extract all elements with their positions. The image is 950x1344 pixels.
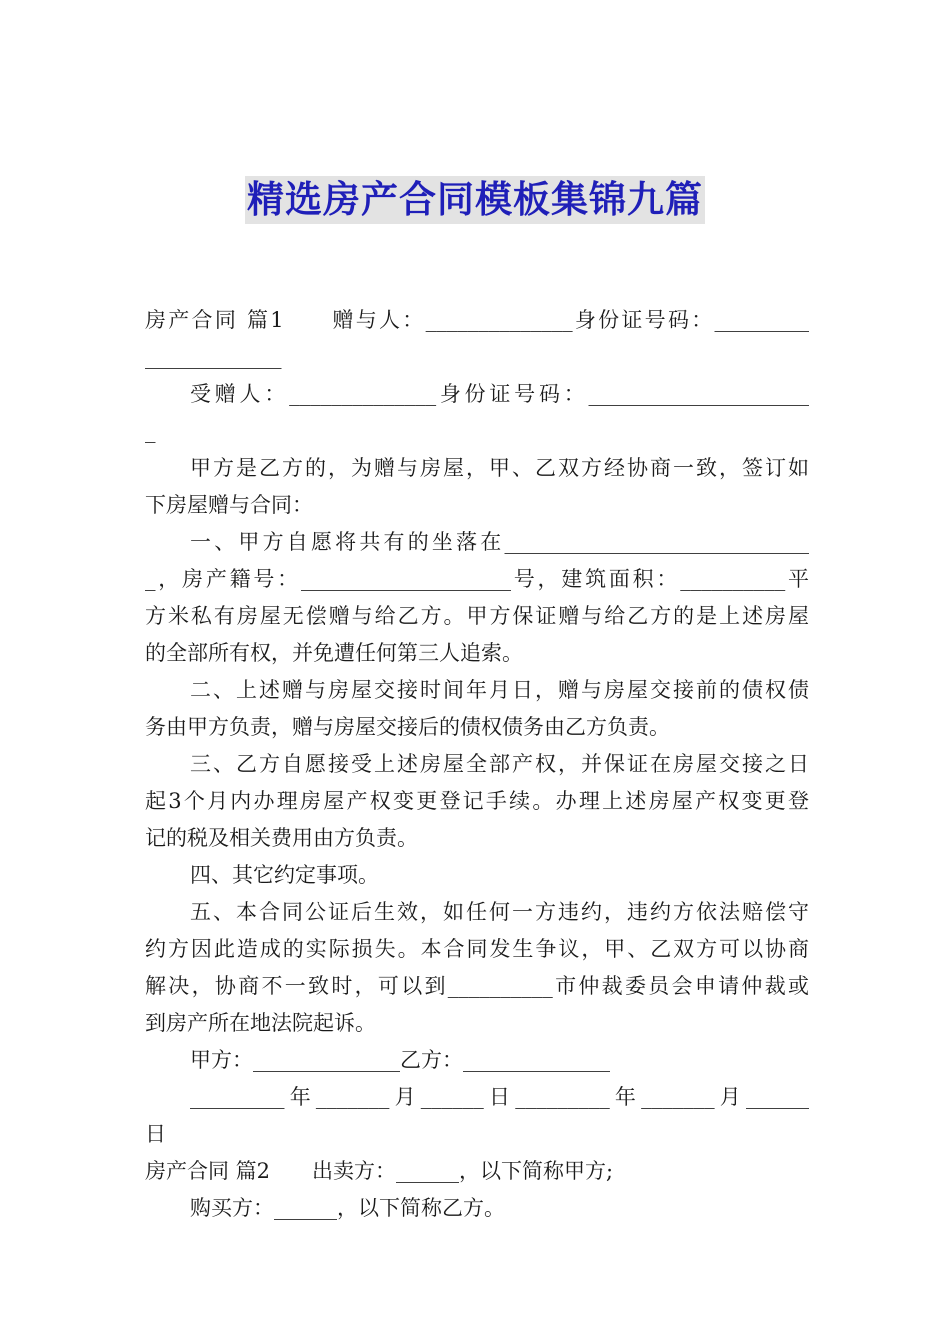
text-line: 日 xyxy=(145,1122,166,1146)
text-line: _，房产籍号：____________________号，建筑面积：__________平 xyxy=(145,567,809,591)
document-title: 精选房产合同模板集锦九篇 xyxy=(245,176,705,224)
text-line: 记的税及相关费用由方负责。 xyxy=(145,826,418,850)
text-line: 一、甲方自愿将共有的坐落在_____________________________ xyxy=(190,530,809,554)
text-line: 约方因此造成的实际损失。本合同发生争议，甲、乙双方可以协商 xyxy=(145,937,809,961)
text-line: 二、上述赠与房屋交接时间年月日，赠与房屋交接前的债权债 xyxy=(190,678,809,702)
text-line: 甲方是乙方的，为赠与房屋，甲、乙双方经协商一致，签订如 xyxy=(190,456,809,480)
text-line: 起3个月内办理房屋产权变更登记手续。办理上述房屋产权变更登 xyxy=(145,789,809,813)
text-line: 五、本合同公证后生效，如任何一方违约，违约方依法赔偿守 xyxy=(190,900,809,924)
text-line: _________年_______月______日_________年_______月______ xyxy=(190,1085,809,1109)
text-line: _____________ xyxy=(145,345,282,369)
text-line: 受赠人：______________身份证号码：_____________________ xyxy=(190,382,809,406)
text-line: _ xyxy=(145,419,156,443)
text-line: 方米私有房屋无偿赠与给乙方。甲方保证赠与给乙方的是上述房屋 xyxy=(145,604,809,628)
text-line: 房产合同 篇2 出卖方：______，以下简称甲方; xyxy=(145,1159,614,1183)
text-line: 解决，协商不一致时，可以到__________市仲裁委员会申请仲裁或 xyxy=(145,974,809,998)
text-line: 的全部所有权，并免遭任何第三人追索。 xyxy=(145,641,523,665)
text-line: 甲方：______________乙方：______________ xyxy=(190,1048,610,1072)
text-line: 三、乙方自愿接受上述房屋全部产权，并保证在房屋交接之日 xyxy=(190,752,809,776)
text-line: 务由甲方负责，赠与房屋交接后的债权债务由乙方负责。 xyxy=(145,715,670,739)
text-line: 到房产所在地法院起诉。 xyxy=(145,1011,376,1035)
text-line: 四、其它约定事项。 xyxy=(190,863,379,887)
document-body xyxy=(145,302,809,1227)
text-line: 下房屋赠与合同： xyxy=(145,493,313,517)
text-line: 购买方：______，以下简称乙方。 xyxy=(190,1196,505,1220)
text-line: 房产合同 篇1 赠与人：______________身份证号码：_________ xyxy=(145,308,809,332)
